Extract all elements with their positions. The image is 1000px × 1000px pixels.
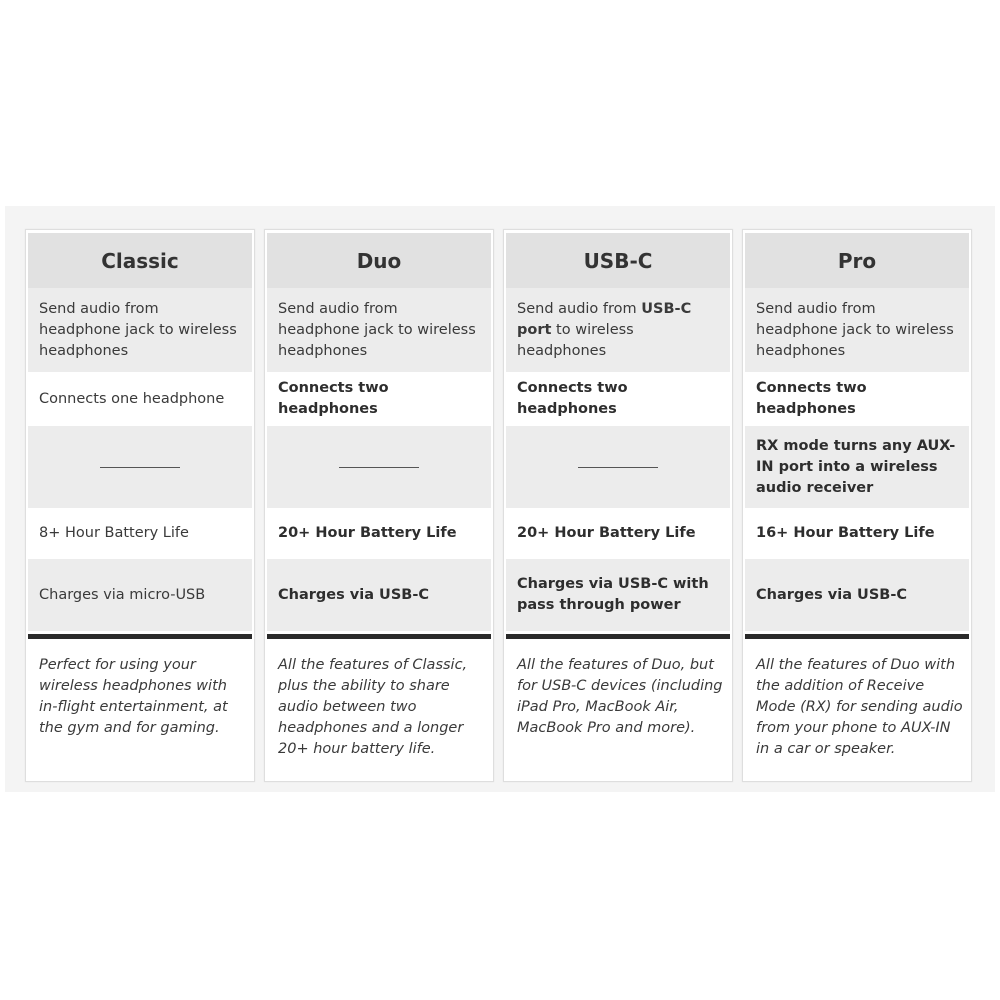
product-title: Pro xyxy=(745,233,969,288)
section-divider xyxy=(506,634,730,639)
not-available-dash xyxy=(100,467,180,468)
send-audio-text: Send audio from headphone jack to wireless headphones xyxy=(756,300,954,359)
send-audio-text: Send audio from USB-C port to wireless headphones xyxy=(517,300,692,359)
battery-feature: 20+ Hour Battery Life xyxy=(506,508,730,559)
charging-feature: Charges via USB-C with pass through power xyxy=(506,559,730,631)
product-description: All the features of Duo with the addition of Receive Mode (RX) for sending audio from your phone to AUX-IN in a car or speaker. xyxy=(756,657,963,757)
charging-feature: Charges via USB-C xyxy=(745,559,969,631)
usb-c-port-emphasis: USB-C port xyxy=(517,300,692,338)
rx-mode-feature xyxy=(28,426,252,508)
product-description: All the features of Duo, but for USB-C devices (including iPad Pro, MacBook Air, MacBook Pro and more). xyxy=(517,657,723,736)
product-card-pro xyxy=(742,229,972,782)
send-audio-feature xyxy=(506,288,730,372)
send-audio-text: Send audio from headphone jack to wireless headphones xyxy=(278,300,476,359)
product-card-usb-c xyxy=(503,229,733,782)
charging-feature: Charges via micro-USB xyxy=(28,559,252,631)
battery-feature: 20+ Hour Battery Life xyxy=(267,508,491,559)
connects-feature: Connects two headphones xyxy=(267,372,491,426)
rx-mode-feature: RX mode turns any AUX-IN port into a wireless audio receiver xyxy=(745,426,969,508)
rx-mode-feature xyxy=(506,426,730,508)
connects-feature: Connects one headphone xyxy=(28,372,252,426)
rx-mode-feature xyxy=(267,426,491,508)
not-available-dash xyxy=(578,467,658,468)
send-audio-text: Send audio from headphone jack to wireless headphones xyxy=(39,300,237,359)
product-title: Duo xyxy=(267,233,491,288)
section-divider xyxy=(267,634,491,639)
section-divider xyxy=(745,634,969,639)
product-title: USB-C xyxy=(506,233,730,288)
connects-feature: Connects two headphones xyxy=(506,372,730,426)
connects-feature: Connects two headphones xyxy=(745,372,969,426)
battery-feature: 16+ Hour Battery Life xyxy=(745,508,969,559)
product-description: All the features of Classic, plus the ability to share audio between two headphones and a longer 20+ hour battery life. xyxy=(278,657,468,757)
battery-feature: 8+ Hour Battery Life xyxy=(28,508,252,559)
send-audio-feature xyxy=(28,288,252,372)
charging-feature: Charges via USB-C xyxy=(267,559,491,631)
send-audio-feature xyxy=(267,288,491,372)
send-audio-feature xyxy=(745,288,969,372)
product-card-duo xyxy=(264,229,494,782)
product-title: Classic xyxy=(28,233,252,288)
product-card-classic xyxy=(25,229,255,782)
product-description: Perfect for using your wireless headphones with in-flight entertainment, at the gym and for gaming. xyxy=(39,657,228,736)
section-divider xyxy=(28,634,252,639)
not-available-dash xyxy=(339,467,419,468)
